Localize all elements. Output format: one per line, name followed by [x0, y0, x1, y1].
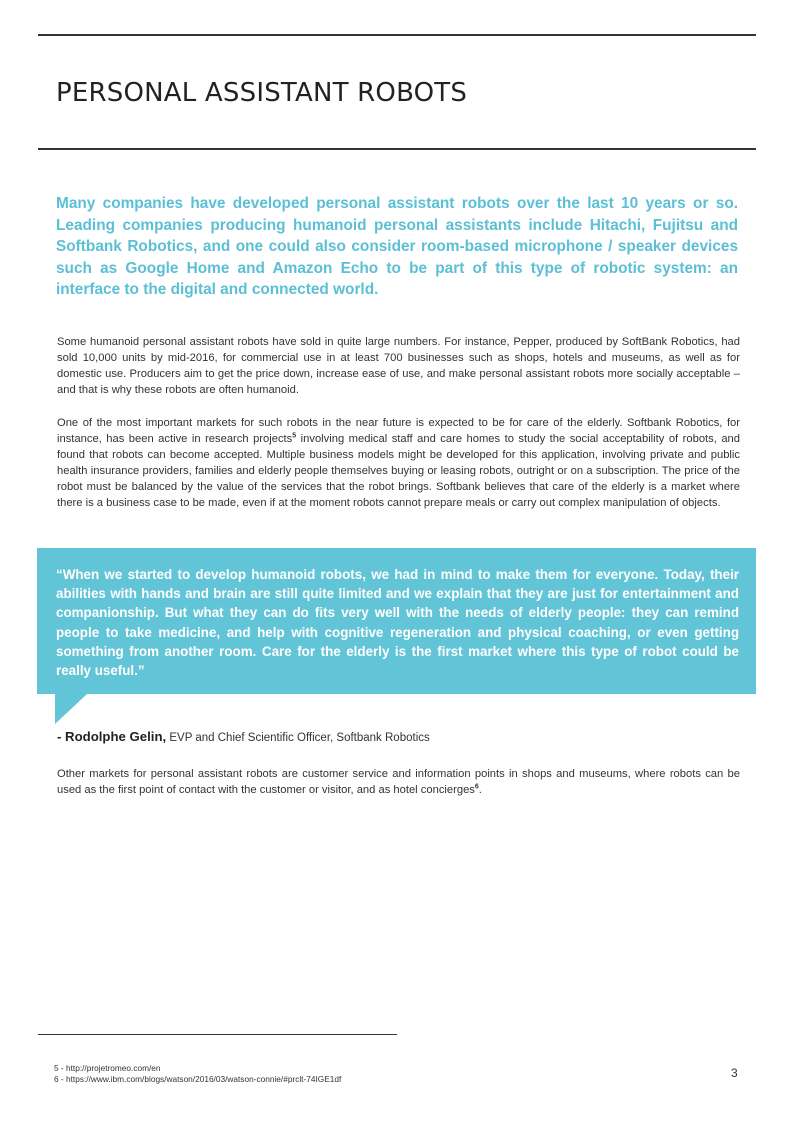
attribution-role: EVP and Chief Scientific Officer, Softbank Robotics: [166, 732, 430, 744]
paragraph-2-text-a: One of the most important markets for such robots in the near future is expected to be for care of the elderly. Softbank Robotics, for instance, has been active in research projects: [57, 417, 740, 445]
footnote-6[interactable]: 6 - https://www.ibm.com/blogs/watson/2016/03/watson-connie/#prclt-74IGE1df: [54, 1073, 342, 1084]
paragraph-3-end: .: [478, 783, 482, 796]
top-rule: [38, 34, 756, 36]
quote-text: “When we started to develop humanoid robots, we had in mind to make them for everyone. Today, their abilities with hands and brain are still quite limited and we explain that they are just for entertainment and companionship. But what they can do fits very well with the needs of elderly people: they can remind people to take medicine, and help with cognitive regeneration and physical coaching, or even getting something from another room. Care for the elderly is the first market where this type of robot could be really useful.”: [56, 567, 739, 679]
attribution-name: - Rodolphe Gelin,: [57, 729, 167, 744]
footnote-ref-5[interactable]: 5: [292, 432, 297, 440]
footnote-ref-6[interactable]: 6: [474, 783, 479, 791]
paragraph-3-text: Other markets for personal assistant robots are customer service and information points in shops and museums, where robots can be used as the first point of contact with the customer or visitor, and as hotel concierges: [57, 768, 740, 796]
paragraph-2-text-b: involving medical staff and care homes to study the social acceptability of robots, and found that robots can become accepted. Multiple business models might be developed for this application, involving private and public health insurance providers, families and elderly people themselves buying or leasing robots, outright or on a subscription. The price of the robot must be balanced by the value of the services that the robot brings. Softbank believes that care of the elderly is a market where there is a business case to be made, even if at the moment robots cannot prepare meals or carry out complex manipulation of objects.: [57, 432, 741, 509]
body-paragraph-1: Some humanoid personal assistant robots have sold in quite large numbers. For instance, Pepper, produced by SoftBank Robotics, had sold 10,000 units by mid-2016, for commercial use in at least 700 businesses such as shops, hotels and museums, as well as for domestic use. Producers aim to get the price down, increase ease of use, and make personal assistant robots more socially acceptable – and that is why these robots are often humanoid.: [57, 336, 740, 396]
body-paragraph-2: [57, 416, 740, 511]
quote-tail: [55, 694, 87, 724]
footnote-5[interactable]: 5 - http://projetromeo.com/en: [54, 1063, 161, 1073]
footnotes: [54, 1063, 341, 1084]
footnote-rule: [38, 1034, 397, 1035]
quote-attribution: [57, 729, 430, 744]
body-paragraph-3: [57, 767, 740, 799]
title-rule: [38, 148, 756, 150]
quote-box: [37, 548, 756, 694]
lead-paragraph: Many companies have developed personal assistant robots over the last 10 years or so. Leading companies producing humanoid personal assistants include Hitachi, Fujitsu and Softbank Robotics, and one could also consider room-based microphone / speaker devices such as Google Home and Amazon Echo to be part of this type of robotic system: an interface to the digital and connected world.: [56, 195, 738, 298]
page-number: 3: [731, 1066, 738, 1080]
page-title: PERSONAL ASSISTANT ROBOTS: [56, 78, 468, 108]
